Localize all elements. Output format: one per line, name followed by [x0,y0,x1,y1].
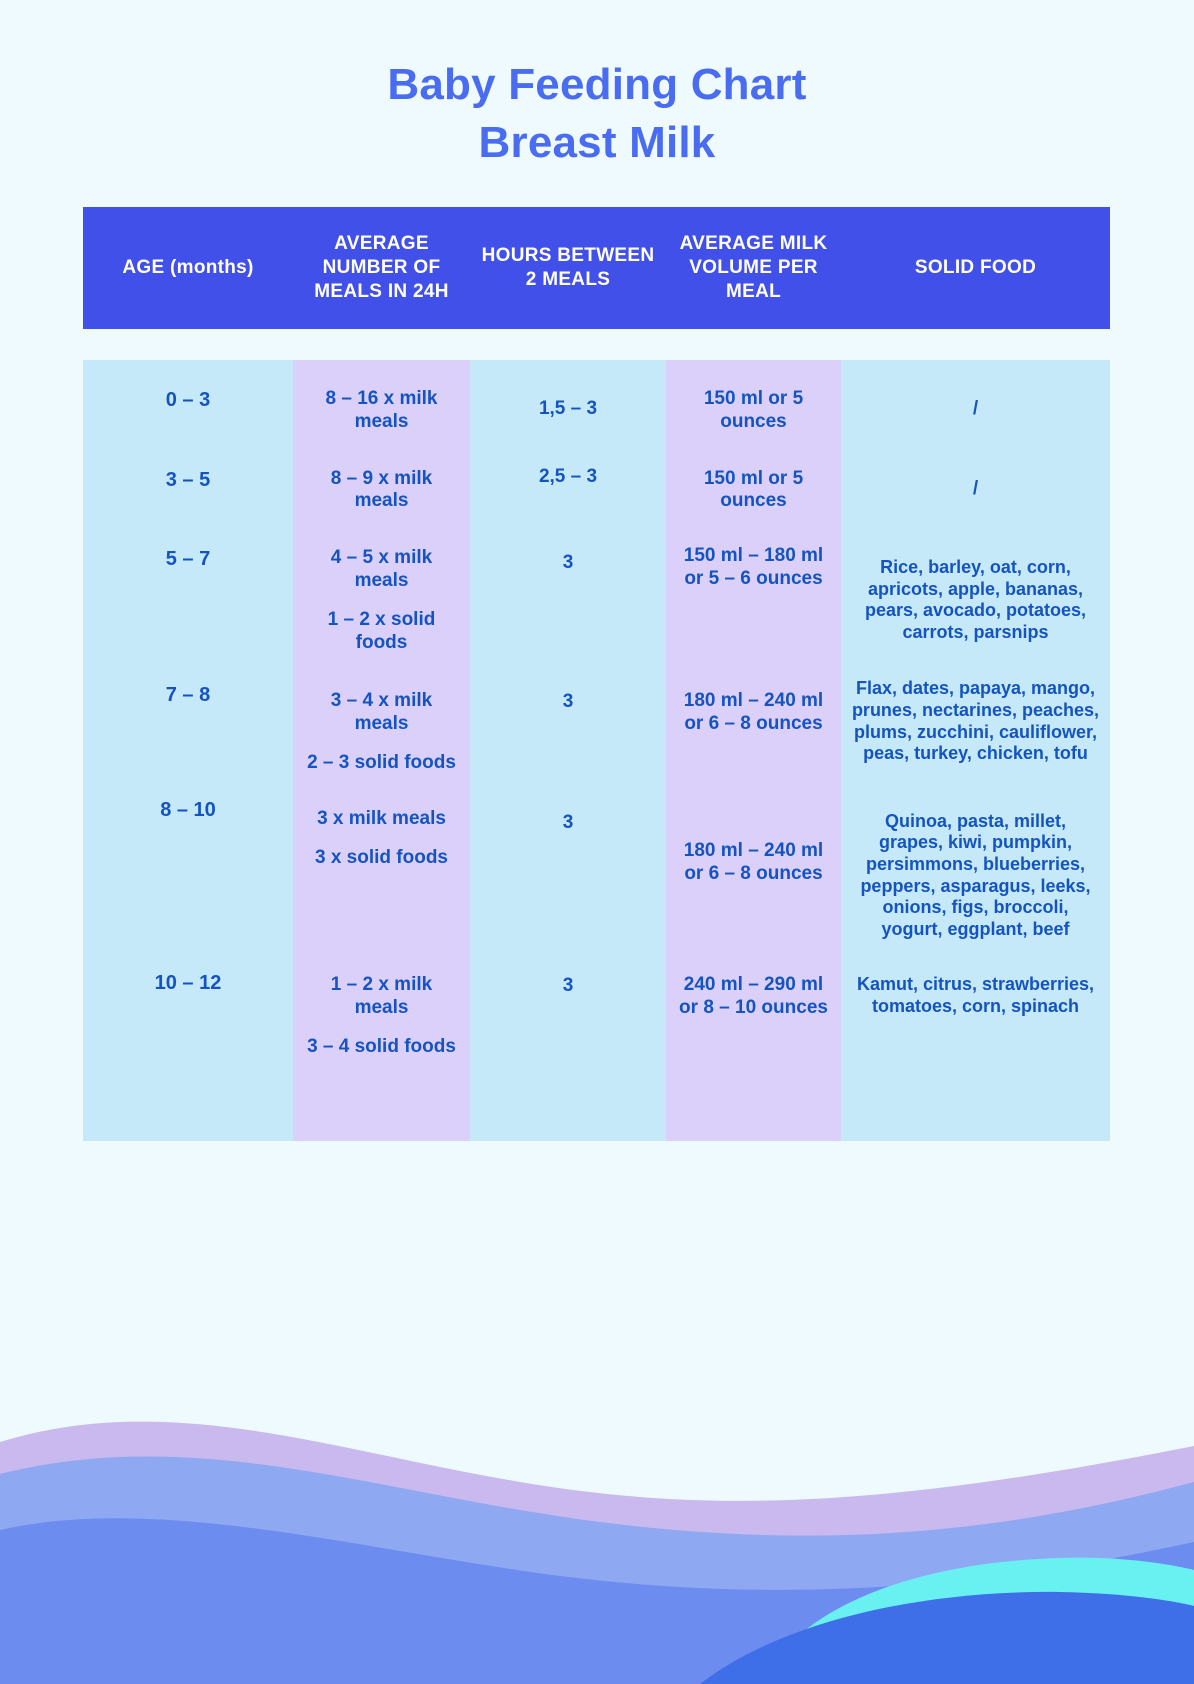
cell-hours: 3 [562,691,574,713]
cell-meals-24h-secondary: 3 x solid foods [314,846,449,868]
page-title-line-2: Breast Milk [478,118,716,168]
cell-solid-food: / [972,477,979,499]
column-header-solid-food: SOLID FOOD [914,256,1037,278]
cell-solid-food: Rice, barley, oat, corn, apricots, apple, bananas, pears, avocado, potatoes, carrots, parsnips [864,557,1087,642]
cell-age: 10 – 12 [154,972,222,995]
cell-meals-24h [293,547,470,654]
cell-solid-food: Quinoa, pasta, millet, grapes, kiwi, pumpkin, persimmons, blueberries, peppers, asparagus, leeks, onions, figs, broccoli, yogurt, eggplant, beef [860,810,1091,939]
column-header-milk-volume: AVERAGE MILK VOLUME PER MEAL [679,232,828,303]
cell-meals-24h: 8 – 9 x milk meals [330,467,433,512]
cell-meals-24h-primary: 3 x milk meals [317,807,446,829]
column-header-age: AGE (months) [122,256,254,278]
cell-meals-24h [293,808,470,870]
cell-hours: 3 [562,975,574,997]
cell-meals-24h-primary: 1 – 2 x milk meals [330,974,433,1019]
cell-hours: 1,5 – 3 [538,398,598,419]
decorative-waves [0,1354,1194,1684]
page-title [0,0,1194,172]
cell-volume: 150 ml – 180 ml or 5 – 6 ounces [683,545,824,589]
column-header-hours-between-meals: HOURS BETWEEN 2 MEALS [481,244,655,290]
cell-meals-24h-secondary: 1 – 2 x solid foods [327,608,436,653]
table-header-row [83,207,1110,329]
feeding-chart-table [83,207,1110,1141]
cell-solid-food: / [972,398,979,419]
cell-meals-24h [293,690,470,774]
cell-meals-24h [293,974,470,1058]
cell-meals-24h: 8 – 16 x milk meals [325,388,438,432]
table-row [83,465,1110,514]
table-row [83,678,1110,774]
cell-age: 7 – 8 [165,684,211,707]
cell-meals-24h-primary: 3 – 4 x milk meals [330,690,433,735]
cell-age: 0 – 3 [165,389,211,411]
table-row [83,971,1110,1058]
cell-hours: 2,5 – 3 [538,465,598,487]
column-header-meals-24h: AVERAGE NUMBER OF MEALS IN 24H [314,232,449,303]
table-body [83,360,1110,1141]
cell-solid-food: Flax, dates, papaya, mango, prunes, nectarines, peaches, plums, zucchini, cauliflower, peas, turkey, chicken, tofu [851,678,1100,764]
cell-volume: 150 ml or 5 ounces [703,388,804,432]
cell-meals-24h-secondary: 3 – 4 solid foods [307,1035,456,1057]
cell-volume: 150 ml or 5 ounces [703,467,804,512]
cell-hours: 3 [562,811,574,833]
page-title-line-1: Baby Feeding Chart [387,60,807,109]
table-row [83,798,1110,941]
cell-hours: 3 [562,552,574,574]
cell-age: 8 – 10 [160,798,216,821]
cell-age: 5 – 7 [165,548,211,571]
cell-meals-24h-secondary: 2 – 3 solid foods [307,751,456,773]
cell-volume: 180 ml – 240 ml or 6 – 8 ounces [683,839,824,884]
cell-age: 3 – 5 [165,468,211,491]
cell-volume: 180 ml – 240 ml or 6 – 8 ounces [683,690,824,735]
cell-solid-food: Kamut, citrus, strawberries, tomatoes, corn, spinach [856,974,1095,1016]
table-row [83,547,1110,654]
table-row [83,388,1110,434]
cell-volume: 240 ml – 290 ml or 8 – 10 ounces [679,974,828,1019]
cell-meals-24h-primary: 4 – 5 x milk meals [330,547,433,591]
